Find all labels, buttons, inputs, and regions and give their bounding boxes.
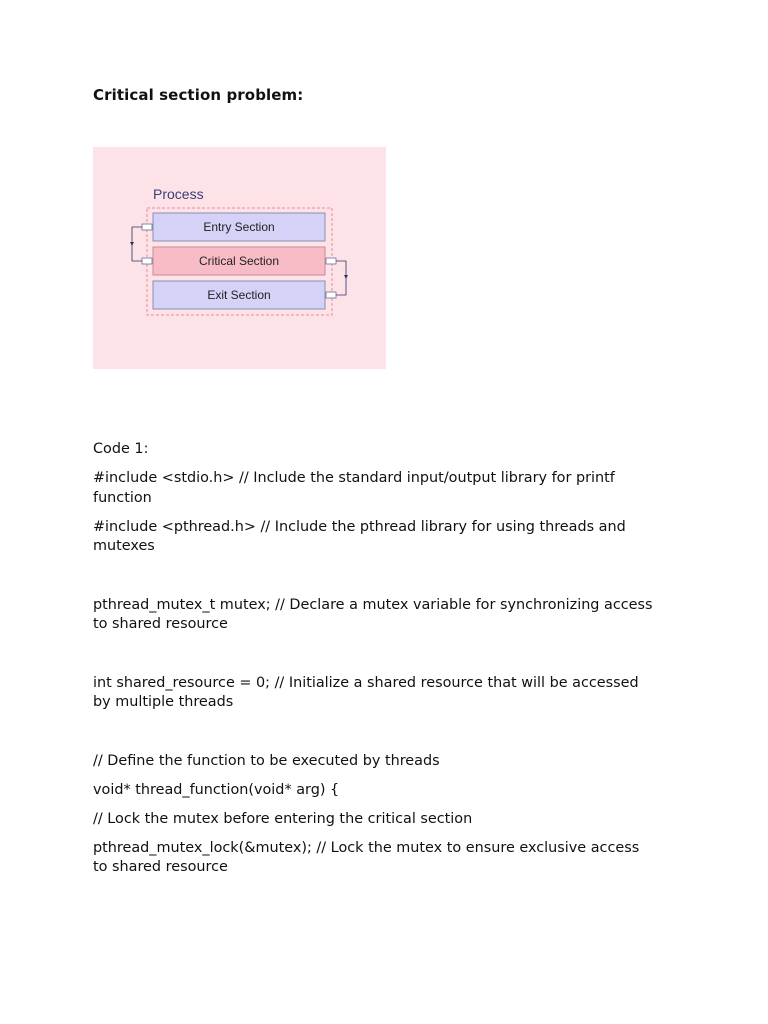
page-heading: Critical section problem:	[93, 86, 304, 104]
code-line: pthread_mutex_lock(&mutex); // Lock the mutex to ensure exclusive access to shared resource	[93, 839, 640, 876]
code-line: int shared_resource = 0; // Initialize a shared resource that will be accessed by multiple threads	[93, 674, 639, 711]
code-line: pthread_mutex_t mutex; // Declare a mutex variable for synchronizing access to shared resource	[93, 596, 653, 633]
code-label: Code 1:	[93, 441, 149, 457]
code-listing	[93, 440, 658, 878]
code-line: #include <stdio.h> // Include the standard input/output library for printf function	[93, 470, 615, 506]
exit-right-port	[326, 292, 336, 298]
code-line: // Lock the mutex before entering the critical section	[93, 810, 473, 827]
critical-right-port	[326, 258, 336, 264]
critical-left-port	[142, 258, 152, 264]
exit-section-label: Exit Section	[207, 288, 271, 302]
code-line: // Define the function to be executed by threads	[93, 752, 440, 769]
code-line: void* thread_function(void* arg) {	[93, 781, 340, 798]
critical-section-label: Critical Section	[198, 254, 280, 268]
critical-section-diagram	[93, 147, 386, 369]
diagram-title: Process	[153, 186, 204, 202]
entry-section-label: Entry Section	[203, 220, 275, 234]
code-line: #include <pthread.h> // Include the pthread library for using threads and mutexes	[93, 518, 626, 555]
entry-left-port	[142, 224, 152, 230]
